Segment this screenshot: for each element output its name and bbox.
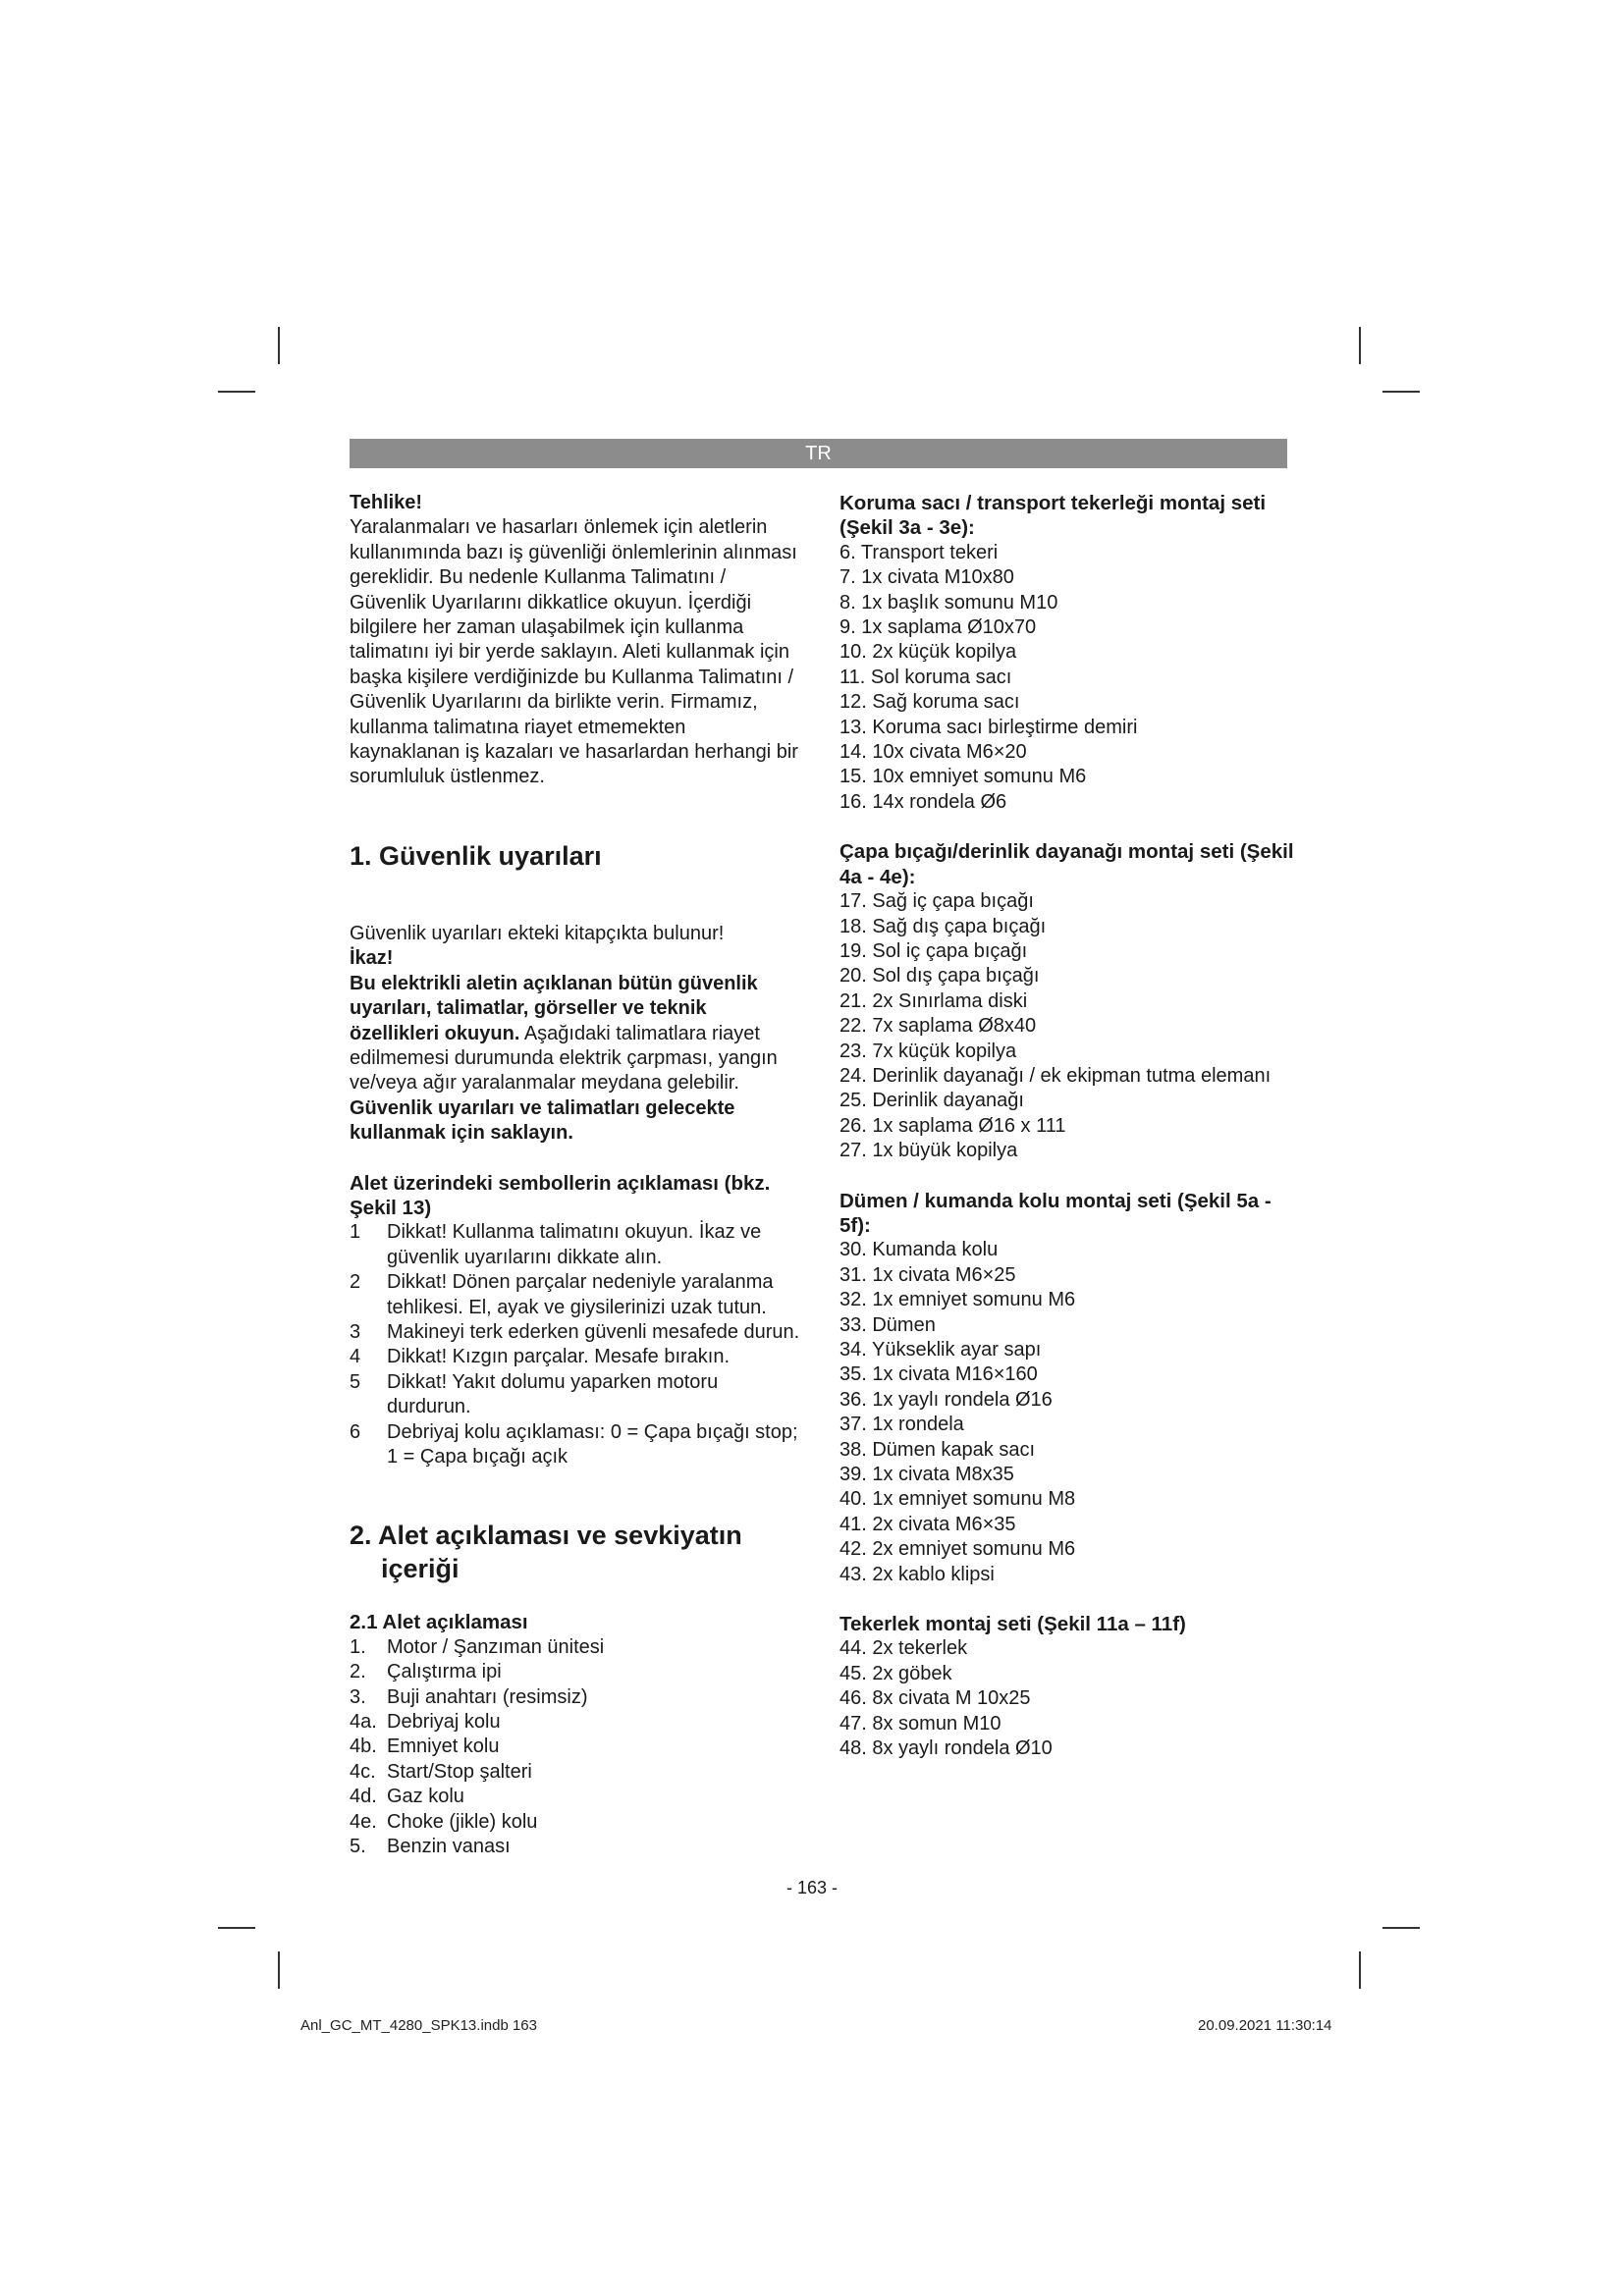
symbols-list: [350, 1220, 801, 1469]
list-item: 4c. Start/Stop şalteri: [350, 1760, 532, 1783]
list-item: 33. Dümen: [839, 1313, 936, 1336]
wheel-kit-title: Tekerlek montaj seti (Şekil 11a – 11f): [839, 1613, 1186, 1636]
list-item: 46. 8x civata M 10x25: [839, 1687, 1031, 1710]
list-item: 6 Debriyaj kolu açıklaması: 0 = Çapa bıçağı stop; 1 = Çapa bıçağı açık: [350, 1420, 798, 1468]
list-item: 4e. Choke (jikle) kolu: [350, 1810, 538, 1833]
blade-kit-title: Çapa bıçağı/derinlik dayanağı montaj seti (Şekil 4a - 4e):: [839, 840, 1294, 888]
list-item: 24. Derinlik dayanağı / ek ekipman tutma elemanı: [839, 1064, 1272, 1087]
list-item: 6. Transport tekeri: [839, 541, 999, 563]
danger-text: Yaralanmaları ve hasarları önlemek için aletlerin kullanımında bazı iş güvenliği önlemlerinin alınması gereklidir. Bu nedenle Kullanma Talimatını / Güvenlik Uyarılarını dikkatlice okuyun. İçerdiği bilgilere her zaman ulaşabilmek için kullanma talimatını iyi bir yerde saklayın. Aleti kullanmak için başka kişilere verdiğinizde bu Kullanma Talimatını / Güvenlik Uyarılarını da birlikte verin. Firmamız, kullanma talimatına riayet etmemekten kaynaklanan iş kazaları ve hasarlardan herhangi bir sorumluluk üstlenmez.: [350, 516, 798, 788]
danger-title: Tehlike!: [350, 492, 423, 513]
list-item: 5. Benzin vanası: [350, 1836, 511, 1858]
wheel-kit-list: [839, 1636, 1301, 1761]
list-item: 25. Derinlik dayanağı: [839, 1090, 1024, 1112]
list-item: 14. 10x civata M6×20: [839, 741, 1027, 764]
section-2-1-title: 2.1 Alet açıklaması: [350, 1611, 528, 1634]
list-item: 21. 2x Sınırlama diski: [839, 989, 1028, 1012]
warning-title: İkaz!: [350, 947, 394, 970]
list-item: 36. 1x yaylı rondela Ø16: [839, 1388, 1053, 1411]
list-item: 15. 10x emniyet somunu M6: [839, 766, 1087, 788]
list-item: 39. 1x civata M8x35: [839, 1464, 1014, 1486]
list-item: 19. Sol iç çapa bıçağı: [839, 939, 1028, 962]
warning-keep: Güvenlik uyarıları ve talimatları gelecekte kullanmak için saklayın.: [350, 1096, 735, 1145]
crop-mark: [278, 1951, 280, 1989]
list-item: 8. 1x başlık somunu M10: [839, 591, 1058, 614]
list-item: 44. 2x tekerlek: [839, 1637, 968, 1660]
list-item: 4a. Debriyaj kolu: [350, 1711, 501, 1734]
list-item: 38. Dümen kapak sacı: [839, 1438, 1035, 1461]
crop-mark: [1382, 391, 1420, 393]
list-item: 43. 2x kablo klipsi: [839, 1563, 995, 1585]
list-item: 18. Sağ dış çapa bıçağı: [839, 915, 1047, 937]
list-item: 31. 1x civata M6×25: [839, 1263, 1016, 1286]
crop-mark: [218, 391, 255, 393]
list-item: 40. 1x emniyet somunu M8: [839, 1488, 1076, 1511]
list-item: 2. Çalıştırma ipi: [350, 1661, 502, 1683]
list-item: 10. 2x küçük kopilya: [839, 641, 1017, 664]
left-column: [350, 491, 801, 1859]
list-item: 5 Dikkat! Yakıt dolumu yaparken motoru durdurun.: [350, 1370, 719, 1418]
list-item: 1. Motor / Şanzıman ünitesi: [350, 1635, 605, 1658]
symbols-title: Alet üzerindeki sembollerin açıklaması (bkz. Şekil 13): [350, 1171, 771, 1219]
list-item: 48. 8x yaylı rondela Ø10: [839, 1737, 1053, 1760]
list-item: 9. 1x saplama Ø10x70: [839, 616, 1037, 639]
list-item: 27. 1x büyük kopilya: [839, 1140, 1018, 1162]
list-item: 26. 1x saplama Ø16 x 111: [839, 1114, 1066, 1137]
crop-mark: [218, 1927, 255, 1929]
section-1-title: 1. Güvenlik uyarıları: [350, 840, 602, 871]
list-item: 42. 2x emniyet somunu M6: [839, 1538, 1076, 1561]
file-slug: Anl_GC_MT_4280_SPK13.indb 163: [300, 2017, 537, 2034]
list-item: 35. 1x civata M16×160: [839, 1363, 1038, 1386]
list-item: 3. Buji anahtarı (resimsiz): [350, 1685, 588, 1708]
list-item: 11. Sol koruma sacı: [839, 666, 1012, 688]
crop-mark: [1382, 1927, 1420, 1929]
parts-list: [350, 1635, 801, 1860]
list-item: 16. 14x rondela Ø6: [839, 790, 1007, 813]
page-number: - 163 -: [785, 1878, 839, 1897]
blade-kit-list: [839, 889, 1301, 1163]
guard-kit-title: Koruma sacı / transport tekerleği montaj seti (Şekil 3a - 3e):: [839, 492, 1267, 540]
list-item: 13. Koruma sacı birleştirme demiri: [839, 716, 1138, 738]
list-item: 34. Yükseklik ayar sapı: [839, 1339, 1042, 1361]
handle-kit-list: [839, 1238, 1301, 1587]
list-item: 3 Makineyi terk ederken güvenli mesafede durun.: [350, 1320, 800, 1343]
warning-paragraph: [350, 972, 801, 1096]
list-item: 4b. Emniyet kolu: [350, 1735, 500, 1758]
handle-kit-title: Dümen / kumanda kolu montaj seti (Şekil 5a - 5f):: [839, 1189, 1272, 1237]
list-item: 45. 2x göbek: [839, 1662, 952, 1684]
crop-mark: [1359, 1951, 1361, 1989]
list-item: 2 Dikkat! Dönen parçalar nedeniyle yaralanma tehlikesi. El, ayak ve giysilerinizi uzak tutun.: [350, 1271, 774, 1318]
list-item: 4d. Gaz kolu: [350, 1786, 464, 1808]
section-2-title: 2. Alet açıklaması ve sevkiyatın içeriği: [350, 1521, 742, 1584]
list-item: 30. Kumanda kolu: [839, 1239, 999, 1261]
section-1-intro: Güvenlik uyarıları ekteki kitapçıkta bulunur!: [350, 922, 725, 944]
list-item: 20. Sol dış çapa bıçağı: [839, 965, 1040, 988]
list-item: 12. Sağ koruma sacı: [839, 691, 1020, 714]
list-item: 7. 1x civata M10x80: [839, 566, 1014, 589]
list-item: 17. Sağ iç çapa bıçağı: [839, 890, 1034, 913]
crop-mark: [278, 327, 280, 364]
list-item: 23. 7x küçük kopilya: [839, 1040, 1017, 1062]
warning-text: Aşağıdaki talimatlara riayet edilmemesi durumunda elektrik çarpması, yangın ve/veya ağır yaralanmalar meydana gelebilir.: [350, 1022, 778, 1095]
list-item: 41. 2x civata M6×35: [839, 1513, 1016, 1535]
timestamp-slug: 20.09.2021 11:30:14: [1198, 2017, 1332, 2034]
list-item: 47. 8x somun M10: [839, 1712, 1001, 1735]
list-item: 4 Dikkat! Kızgın parçalar. Mesafe bırakın.: [350, 1346, 731, 1368]
right-column: [839, 491, 1301, 1762]
list-item: 32. 1x emniyet somunu M6: [839, 1289, 1076, 1311]
warning-bold: Bu elektrikli aletin açıklanan bütün güvenlik uyarıları, talimatlar, görseller ve teknik özellikleri okuyun.: [350, 972, 758, 1044]
list-item: 37. 1x rondela: [839, 1414, 964, 1436]
guard-kit-list: [839, 541, 1301, 815]
list-item: 22. 7x saplama Ø8x40: [839, 1015, 1037, 1038]
crop-mark: [1359, 327, 1361, 364]
language-bar: TR: [350, 439, 1287, 468]
list-item: 1 Dikkat! Kullanma talimatını okuyun. İkaz ve güvenlik uyarılarını dikkate alın.: [350, 1221, 762, 1268]
